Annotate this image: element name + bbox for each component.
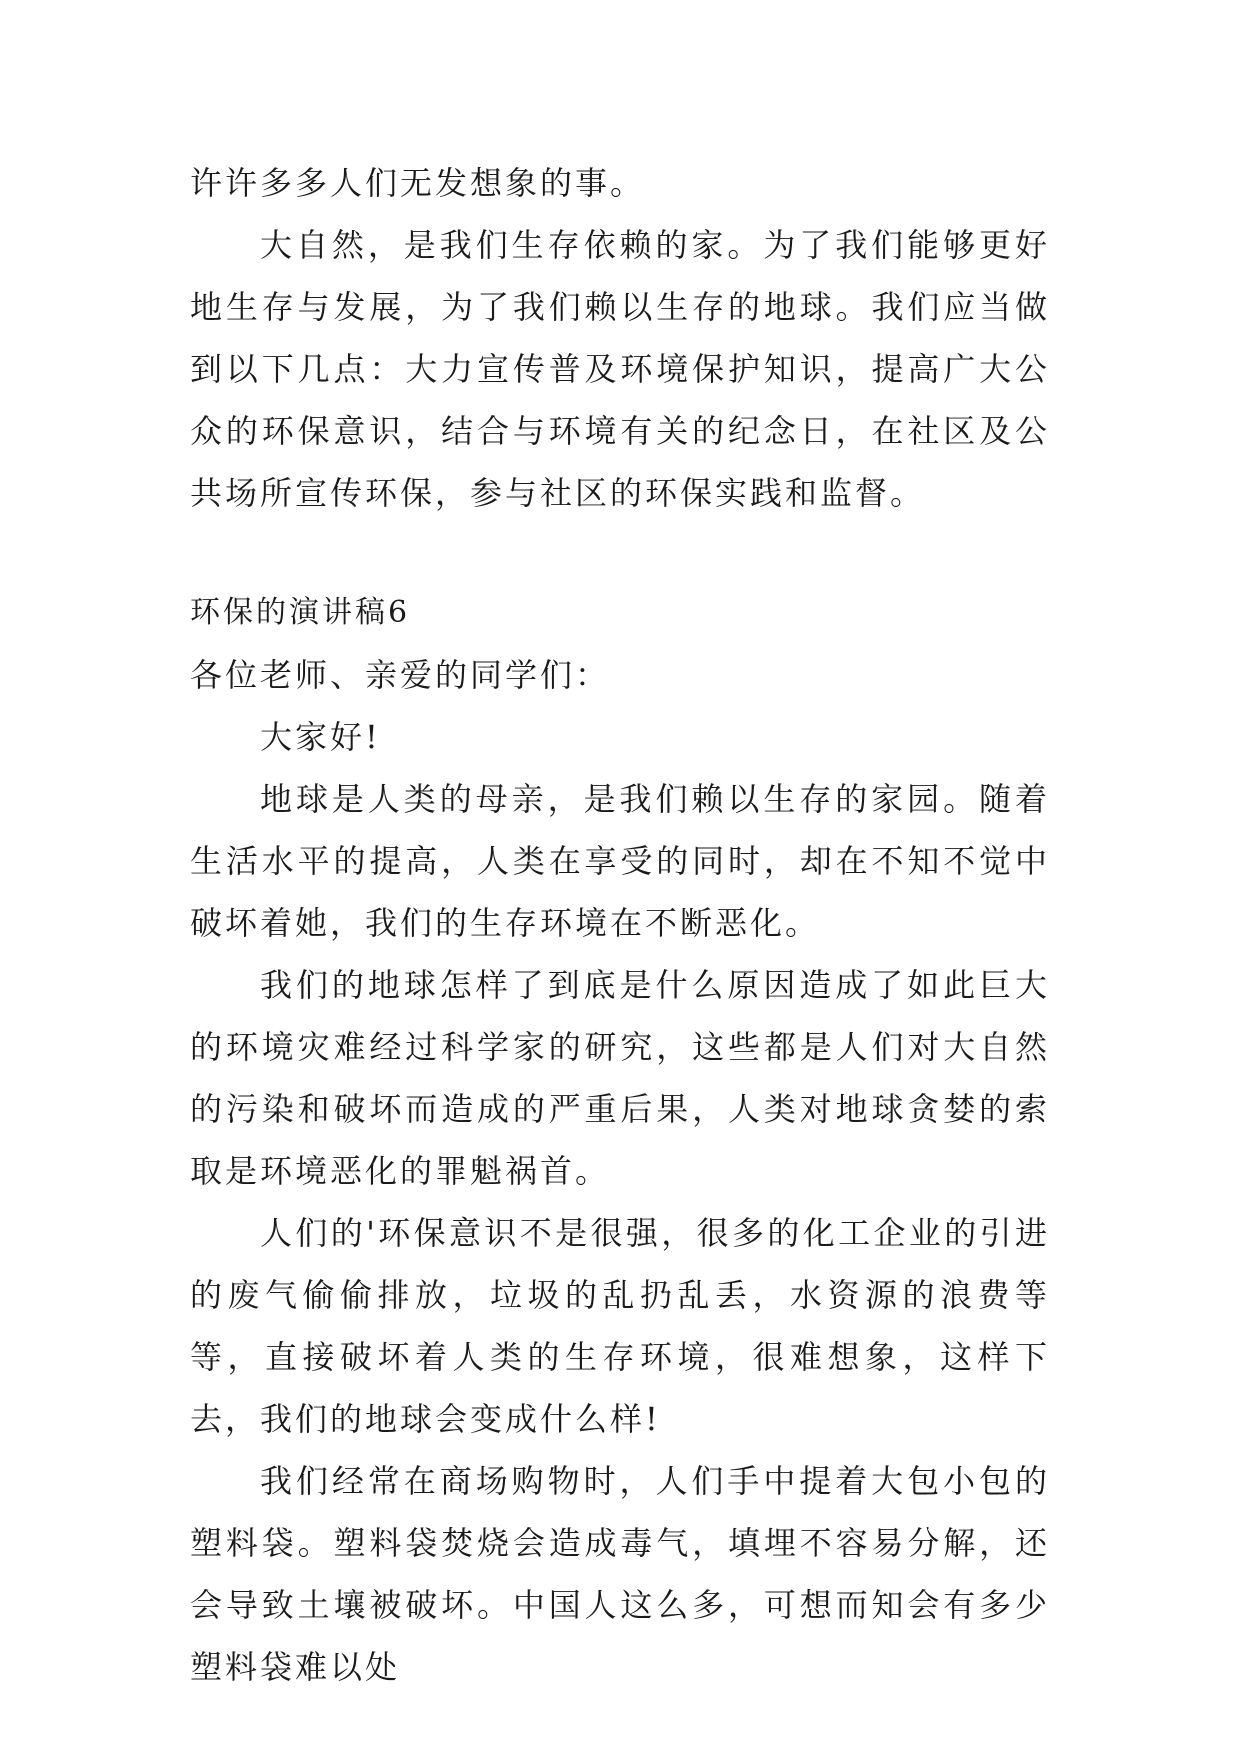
paragraph-plastic-bags: 我们经常在商场购物时，人们手中提着大包小包的塑料袋。塑料袋焚烧会造成毒气，填埋不容易分解，还会导致土壤被破坏。中国人这么多，可想而知会有多少塑料袋难以处 <box>190 1462 1050 1686</box>
paragraph-nature: 大自然，是我们生存依赖的家。为了我们能够更好地生存与发展，为了我们赖以生存的地球。我们应当做到以下几点：大力宣传普及环境保护知识，提高广大公众的环保意识，结合与环境有关的纪念日，在社区及公共场所宣传环保，参与社区的环保实践和监督。 <box>190 226 1050 512</box>
salutation: 各位老师、亲爱的同学们： <box>190 656 611 694</box>
paragraph-environmental-disaster: 我们的地球怎样了到底是什么原因造成了如此巨大的环境灾难经过科学家的研究，这些都是人们对大自然的污染和破坏而造成的严重后果，人类对地球贪婪的索取是环境恶化的罪魁祸首。 <box>190 966 1050 1190</box>
document-body <box>190 152 1050 1698</box>
section-gap <box>190 524 1050 582</box>
section-title: 环保的演讲稿6 <box>190 595 411 630</box>
paragraph-continuation: 许许多多人们无发想象的事。 <box>190 164 646 202</box>
paragraph-earth-mother: 地球是人类的母亲，是我们赖以生存的家园。随着生活水平的提高，人类在享受的同时，却在不知不觉中破坏着她，我们的生存环境在不断恶化。 <box>190 780 1050 942</box>
greeting: 大家好! <box>260 718 381 756</box>
paragraph-awareness: 人们的'环保意识不是很强，很多的化工企业的引进的废气偷偷排放，垃圾的乱扔乱丢，水资源的浪费等等，直接破坏着人类的生存环境，很难想象，这样下去，我们的地球会变成什么样! <box>190 1214 1050 1438</box>
